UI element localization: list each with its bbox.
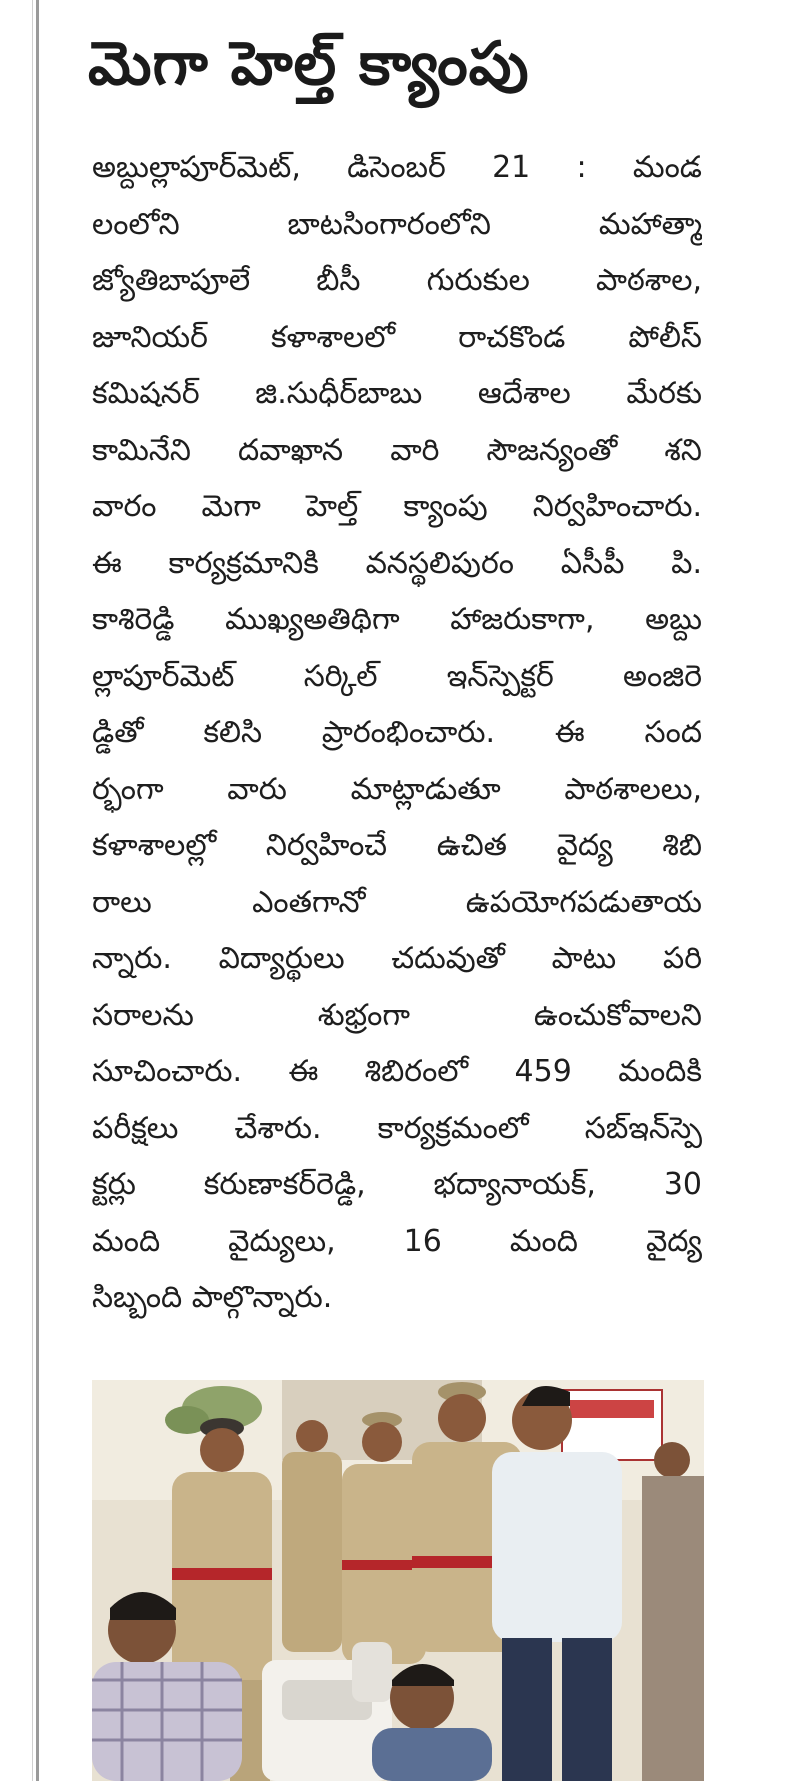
article-line: సూచించారు. ఈ శిబిరంలో 459 మందికి: [92, 1054, 702, 1089]
article-line: డ్డితో కలిసి ప్రారంభించారు. ఈ సంద: [92, 715, 702, 750]
article-line: జ్యోతిబాపూలే బీసీ గురుకుల పాఠశాల,: [92, 263, 702, 298]
article-line: జూనియర్ కళాశాలలో రాచకొండ పోలీస్: [92, 319, 702, 355]
article-line: కాశిరెడ్డి ముఖ్యఅతిథిగా హాజరుకాగా, అబ్దు: [92, 602, 702, 637]
article-line: లంలోని బాటసింగారంలోని మహాత్మా: [92, 206, 702, 242]
article-line: ఈ కార్యక్రమానికి వనస్థలిపురం ఏసీపీ పి.: [92, 545, 702, 581]
article-line: కమిషనర్ జి.సుధీర్‌బాబు ఆదేశాల మేరకు: [92, 376, 702, 411]
headline: మెగా హెల్త్ క్యాంపు: [88, 29, 530, 99]
article-line: సరాలను శుభ్రంగా ఉంచుకోవాలని: [92, 997, 702, 1033]
article-line: రాలు ఎంతగానో ఉపయోగపడుతాయ: [92, 884, 702, 920]
article-line: కళాశాలల్లో నిర్వహించే ఉచిత వైద్య శిబి: [92, 828, 702, 863]
photo-illustration: [92, 1380, 704, 1781]
article-line: సిబ్బంది పాల్గొన్నారు.: [92, 1280, 333, 1315]
article-line: ర్భంగా వారు మాట్లాడుతూ పాఠశాలలు,: [92, 771, 702, 807]
article-line: ల్లాపూర్‌మెట్ సర్కిల్ ఇన్‌స్పెక్టర్ అంజిరె: [92, 658, 702, 694]
article-line: పరీక్షలు చేశారు. కార్యక్రమంలో సబ్‌ఇన్‌స్పె: [92, 1110, 702, 1146]
article-line: కామినేని దవాఖాన వారి సౌజన్యంతో శని: [92, 432, 702, 468]
news-photo: [92, 1380, 704, 1781]
article-line: వారం మెగా హెల్త్ క్యాంపు నిర్వహించారు.: [92, 489, 702, 524]
page-gutter-line: [32, 0, 33, 1781]
article-line: క్టర్లు కరుణాకర్‌రెడ్డి, భద్యానాయక్, 30: [92, 1167, 702, 1202]
article-line: మంది వైద్యులు, 16 మంది వైద్య: [92, 1223, 702, 1259]
article-line: అబ్దుల్లాపూర్‌మెట్, డిసెంబర్ 21 : మండ: [92, 150, 702, 185]
article-line: న్నారు. విద్యార్థులు చదువుతో పాటు పరి: [92, 941, 702, 976]
article-body: [92, 140, 702, 1327]
column-rule: [36, 0, 39, 1781]
